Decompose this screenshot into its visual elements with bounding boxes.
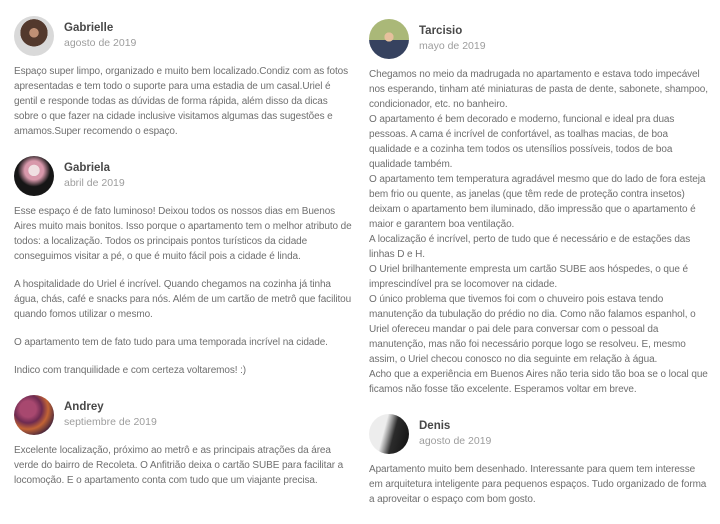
review-paragraph: Indico com tranquilidade e com certeza voltaremos! :) [14,365,247,376]
reviewer-meta [64,161,125,191]
review-text [14,64,353,139]
reviewer-avatar[interactable] [14,16,54,56]
review-date: abril de 2019 [64,177,125,190]
reviewer-avatar[interactable] [14,156,54,196]
review-date: agosto de 2019 [419,435,492,448]
review-header [369,414,708,454]
review-paragraph: O Uriel brilhantemente empresta um cartão SUBE aos hóspedes, o que é imprescindível pra se locomover na cidade. [369,264,688,290]
reviewer-meta [419,419,491,449]
review-text [369,462,708,507]
review-card-tarcisio [369,16,708,397]
review-header [14,395,353,435]
review-paragraph: O apartamento tem de fato tudo para uma temporada incrível na cidade. [14,337,328,348]
review-paragraph: A hospitalidade do Uriel é incrível. Quando chegamos na cozinha já tinha água, chás, café e snacks para nós. Além de um cartão de metrô que facilitou quando fomos utilizar o mesmo. [14,279,352,320]
reviews-column-right [369,16,708,524]
review-paragraph: Chegamos no meio da madrugada no apartamento e estava todo impecável nos esperando, tinham até miniaturas de pasta de dente, sabonete, shampoo, condicionador, etc. no banheiro. [369,69,708,110]
review-paragraph: Espaço super limpo, organizado e muito bem localizado.Condiz com as fotos apresentadas e tem todo o suporte para uma estadia de um casal.Uriel é gentil e responde todas as dúvidas de forma rápida, além disso da dicas sobre o que fazer na cidade inclusive visitamos algumas das sugestões e amamos.Super recomendo o espaço. [14,66,348,137]
reviewer-name: Denis [419,420,451,433]
review-paragraph: A localização é incrível, perto de tudo que é necessário e de estações das linhas D e H. [369,234,691,260]
review-card-denis [369,414,708,507]
review-paragraph: Esse espaço é de fato luminoso! Deixou todos os nossos dias em Buenos Aires muito mais bonitos. Isso porque o apartamento tem o melhor atributo de todos: a localização. Todos os principais pontos turísticos da cidade conseguimos visitar a pé, o que é muito fácil pois a cidade é linda. [14,206,352,262]
reviewer-avatar[interactable] [14,395,54,435]
reviewer-avatar[interactable] [369,19,409,59]
reviewer-name: Tarcisio [419,25,463,38]
review-paragraph: Excelente localização, próximo ao metrô e as principais atrações da área verde do bairro de Recoleta. O Anfitrião deixa o cartão SUBE para facilitar a locomoção. E o apartamento conta com tudo que um viajante precisa. [14,445,344,486]
review-card-andrey [14,395,353,488]
reviewer-name: Andrey [64,401,104,414]
review-paragraph: O apartamento tem temperatura agradável mesmo que do lado de fora esteja bem frio ou quente, as janelas (que têm rede de proteção contra insetos) deixam o apartamento bem iluminado, dão impressão que o apartamento é maior e garantem boa ventilação. [369,174,706,230]
reviewer-avatar[interactable] [369,414,409,454]
review-paragraph: Acho que a experiência em Buenos Aires não teria sido tão boa se o local que ficamos não fosse tão excelente. Esperamos voltar em breve. [369,369,708,395]
reviews-column-left [14,16,353,524]
reviewer-meta [64,21,136,51]
review-date: mayo de 2019 [419,40,486,53]
review-text [14,443,353,488]
review-card-gabrielle [14,16,353,139]
review-date: septiembre de 2019 [64,416,157,429]
review-date: agosto de 2019 [64,37,137,50]
review-text [14,204,353,378]
review-paragraph: O apartamento é bem decorado e moderno, funcional e ideal pra duas pessoas. A cama é incrível de confortável, as toalhas macias, de boa qualidade e a cozinha tem todos os utensílios possíveis, todos de boa qualidade também. [369,114,675,170]
review-text [369,67,708,397]
review-paragraph: O único problema que tivemos foi com o chuveiro pois estava tendo manutenção da tubulação do prédio no dia. Como não falamos espanhol, o Uriel ofereceu mandar o pai dele para conversar com o pessoal da manutenção, mas não foi necessário porque logo se resolveu. E, mesmo assim, o Uriel checou conosco no dia seguinte em relação à água. [369,294,696,365]
reviewer-name: Gabriela [64,162,111,175]
reviewer-meta [419,24,486,54]
reviewer-meta [64,400,157,430]
review-paragraph: Apartamento muito bem desenhado. Interessante para quem tem interesse em arquitetura inteligente para pequenos espaços. Tudo organizado de forma a aproveitar o espaço com bom gosto. [369,464,707,505]
review-header [14,16,353,56]
review-header [369,19,708,59]
review-header [14,156,353,196]
review-card-gabriela [14,156,353,378]
reviewer-name: Gabrielle [64,22,114,35]
